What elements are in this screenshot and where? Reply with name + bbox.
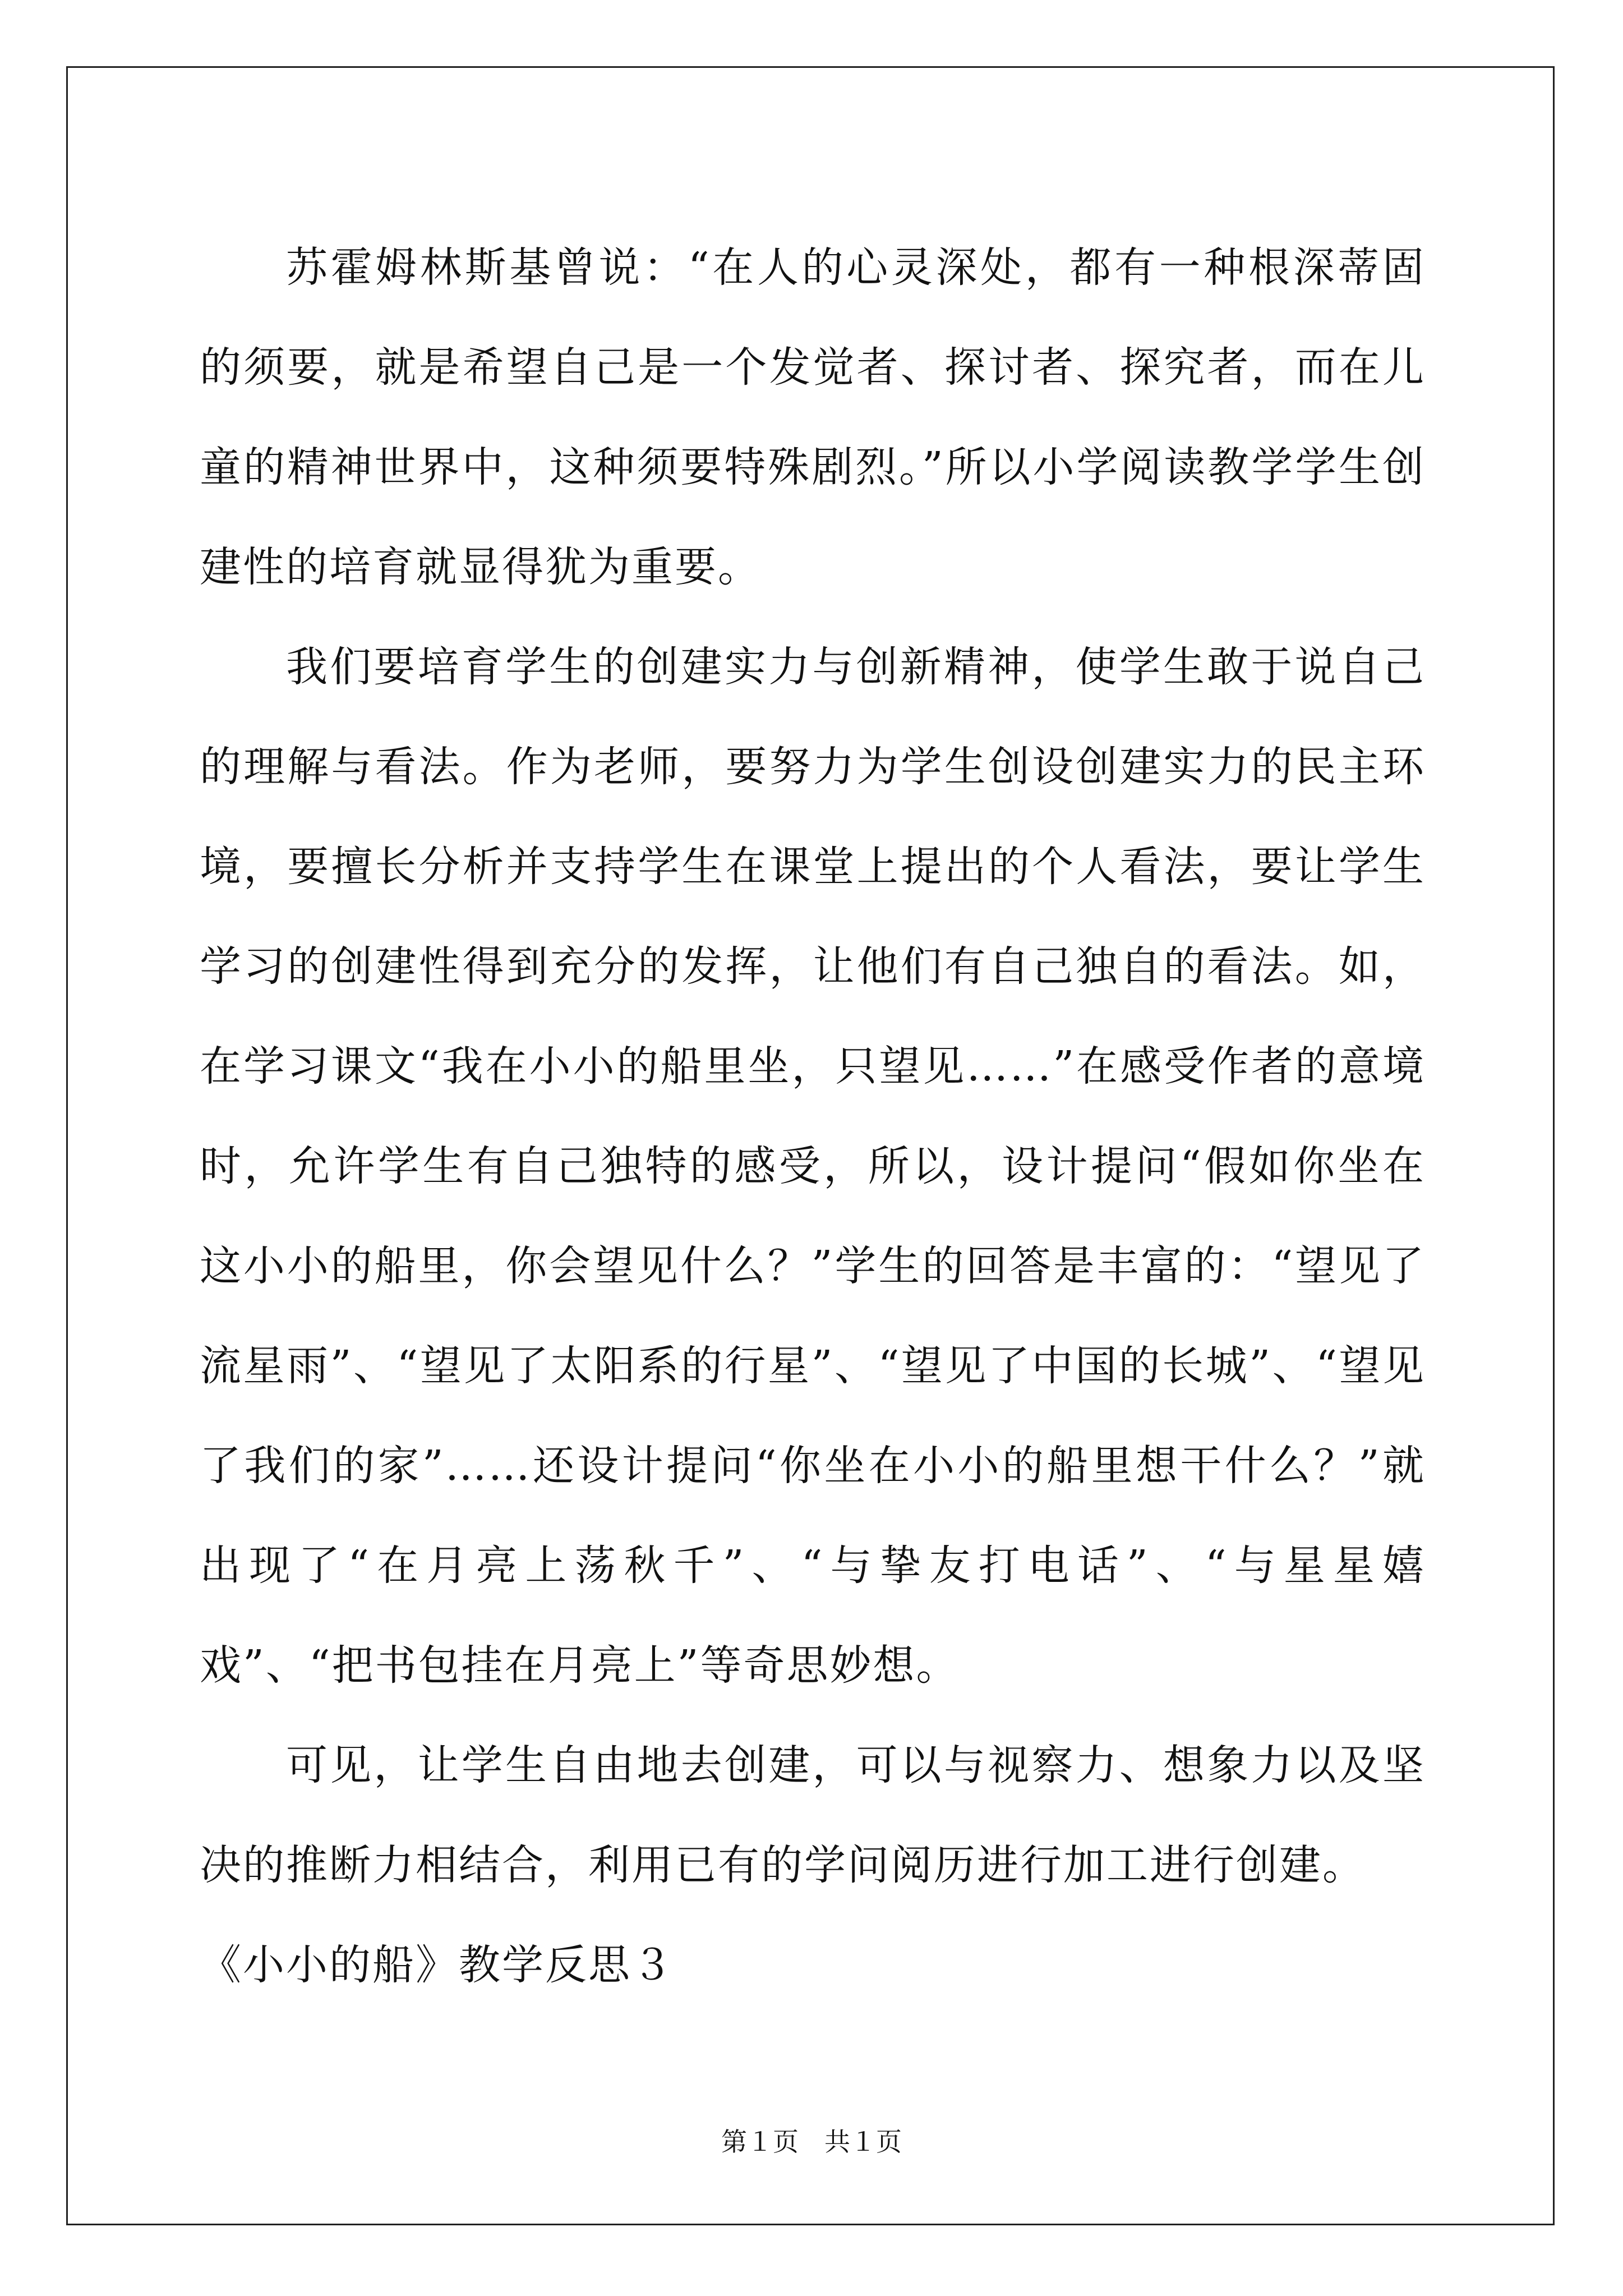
paragraph-3: 可见，让学生自由地去创建，可以与视察力、想象力以及坚决的推断力相结合，利用已有的学问阅历进行加工进行创建。 [200,1741,1426,1889]
page-footer: 第１页 共１页 [721,2127,902,2157]
document-body [200,218,1426,2015]
paragraph-1: 苏霍姆林斯基曾说：“在人的心灵深处，都有一种根深蒂固的须要，就是希望自己是一个发觉者、探讨者、探究者，而在儿童的精神世界中，这种须要特殊剧烈。”所以小学阅读教学学生创建性的培育就显得犹为重要。 [200,243,1426,591]
section-heading: 《小小的船》教学反思３ [200,1941,675,1989]
paragraph-2: 我们要培育学生的创建实力与创新精神，使学生敢于说自己的理解与看法。作为老师，要努力为学生创设创建实力的民主环境，要擅长分析并支持学生在课堂上提出的个人看法，要让学生学习的创建性得到充分的发挥，让他们有自己独自的看法。如，在学习课文“我在小小的船里坐，只望见……”在感受作者的意境时，允许学生有自己独特的感受，所以，设计提问“假如你坐在这小小的船里，你会望见什么？”学生的回答是丰富的：“望见了流星雨”、“望见了太阳系的行星”、“望见了中国的长城”、“望见了我们的家”……还设计提问“你坐在小小的船里想干什么？”就出现了“在月亮上荡秋千”、“与挚友打电话”、“与星星嬉戏”、“把书包挂在月亮上”等奇思妙想。 [200,643,1426,1690]
